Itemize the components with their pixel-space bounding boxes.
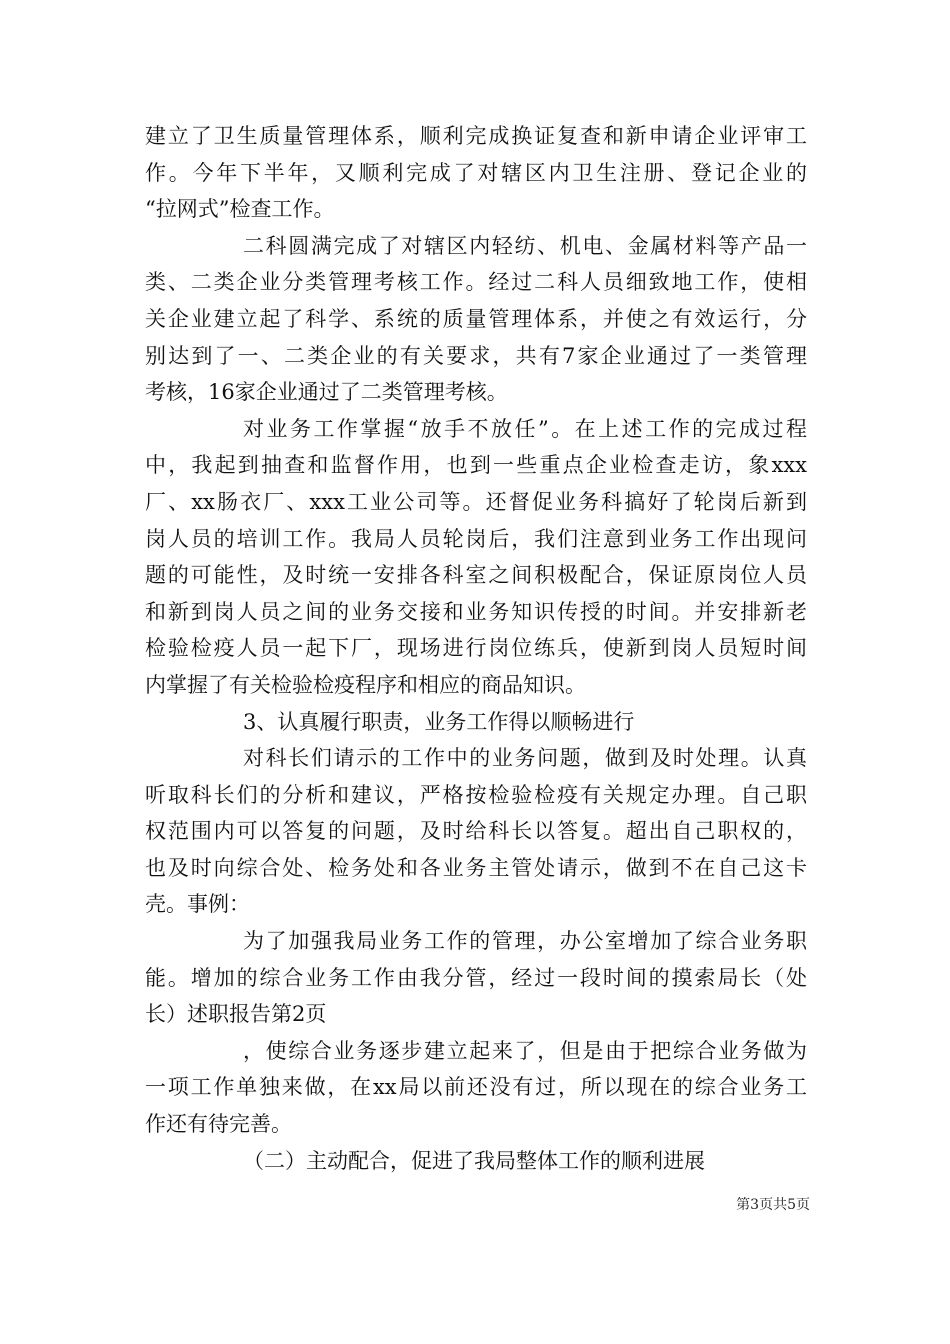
text-line: 对业务工作掌握“放手不放任”。在上述工作的完成过程 — [243, 416, 807, 441]
text-line: 关企业建立起了科学、系统的质量管理体系，并使之有效运行，分 — [145, 306, 807, 331]
text-line: 听取科长们的分析和建议，严格按检验检疫有关规定办理。自己职 — [145, 782, 807, 807]
text-line: 权范围内可以答复的问题，及时给科长以答复。超出自己职权的， — [145, 819, 807, 844]
text-line: 岗人员的培训工作。我局人员轮岗后，我们注意到业务工作出现问 — [145, 526, 807, 551]
text-line: 一项工作单独来做，在xx局以前还没有过，所以现在的综合业务工 — [145, 1075, 807, 1100]
text-line: 建立了卫生质量管理体系，顺利完成换证复查和新申请企业评审工 — [145, 124, 807, 148]
body-text — [145, 118, 807, 1179]
text-line: 和新到岗人员之间的业务交接和业务知识传授的时间。并安排新老 — [145, 599, 807, 624]
text-line: 中，我起到抽查和监督作用，也到一些重点企业检查走访，象xxx — [145, 453, 807, 478]
text-line: 壳。事例： — [145, 892, 250, 917]
text-line: 内掌握了有关检验检疫程序和相应的商品知识。 — [145, 672, 586, 697]
text-line: 题的可能性，及时统一安排各科室之间积极配合，保证原岗位人员 — [145, 563, 807, 588]
text-line: 长）述职报告第2页 — [145, 1002, 327, 1027]
text-line: “拉网式”检查工作。 — [145, 197, 335, 222]
text-line: 作。今年下半年，又顺利完成了对辖区内卫生注册、登记企业的 — [145, 160, 807, 185]
text-line: 考核，16家企业通过了二类管理考核。 — [145, 380, 508, 405]
text-line: 检验检疫人员一起下厂，现场进行岗位练兵，使新到岗人员短时间 — [145, 636, 807, 661]
text-line: 类、二类企业分类管理考核工作。经过二科人员细致地工作，使相 — [145, 270, 807, 295]
text-line: 对科长们请示的工作中的业务问题，做到及时处理。认真 — [243, 746, 807, 771]
text-line: 也及时向综合处、检务处和各业务主管处请示，做到不在自己这卡 — [145, 855, 807, 880]
text-line: 厂、xx肠衣厂、xxx工业公司等。还督促业务科搞好了轮岗后新到 — [145, 489, 807, 514]
text-line: （二）主动配合，促进了我局整体工作的顺利进展 — [243, 1148, 705, 1173]
text-line: 为了加强我局业务工作的管理，办公室增加了综合业务职 — [243, 929, 807, 954]
page-number-footer: 第3页共5页 — [736, 1197, 810, 1213]
text-line: 能。增加的综合业务工作由我分管，经过一段时间的摸索局长（处 — [145, 965, 807, 990]
text-line: 别达到了一、二类企业的有关要求，共有7家企业通过了一类管理 — [145, 343, 807, 368]
text-line: 作还有待完善。 — [145, 1112, 292, 1137]
text-line: 二科圆满完成了对辖区内轻纺、机电、金属材料等产品一 — [243, 233, 807, 258]
text-line: ，使综合业务逐步建立起来了，但是由于把综合业务做为 — [243, 1038, 807, 1063]
text-line: 3、认真履行职责，业务工作得以顺畅进行 — [243, 709, 635, 734]
